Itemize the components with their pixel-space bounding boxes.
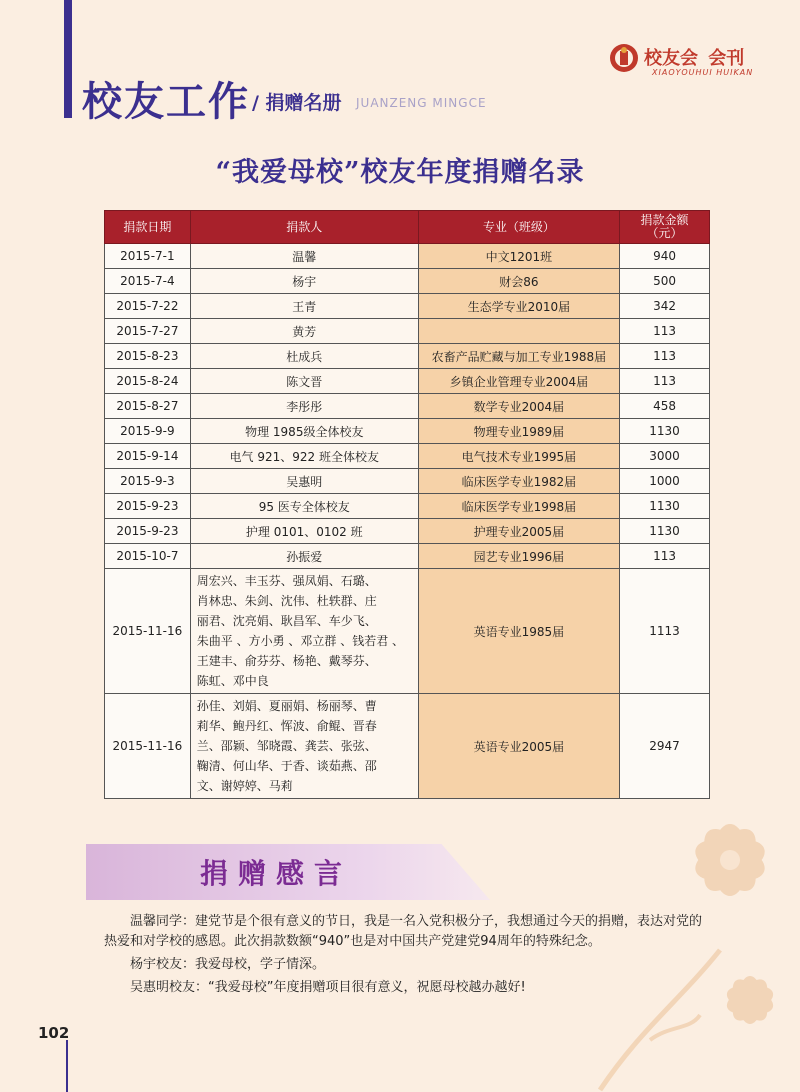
alumni-emblem-icon: [608, 42, 640, 74]
remark-item: 温馨同学：建党节是个很有意义的节日，我是一名入党积极分子，我想通过今天的捐赠，表达对党的热爱和对学校的感恩。此次捐款数额“940”也是对中国共产党建党94周年的特殊纪念。: [104, 914, 703, 949]
cell-date: 2015-11-16: [105, 694, 191, 799]
cell-donor: 95 医专全体校友: [190, 494, 418, 519]
table-row: [105, 419, 710, 444]
header-major: 专业（班级）: [418, 211, 619, 244]
donor-name-line: 王建丰、俞芬芬、杨艳、戴琴芬、: [196, 654, 377, 668]
cell-amount: 113: [620, 544, 710, 569]
cell-amount: 1000: [620, 469, 710, 494]
cell-donor: 杜成兵: [190, 344, 418, 369]
donor-name-line: 周宏兴、丰玉芬、强凤娟、石璐、: [196, 574, 377, 588]
cell-date: 2015-7-4: [105, 269, 191, 294]
cell-donor: 温馨: [190, 244, 418, 269]
cell-date: 2015-10-7: [105, 544, 191, 569]
cell-date: 2015-7-1: [105, 244, 191, 269]
cell-donor: 电气 921、922 班全体校友: [190, 444, 418, 469]
remarks-text: [104, 912, 714, 1001]
table-row: [105, 319, 710, 344]
cell-date: 2015-8-27: [105, 394, 191, 419]
cell-major: 物理专业1989届: [418, 419, 619, 444]
cell-date: 2015-8-23: [105, 344, 191, 369]
table-row-group: [105, 569, 710, 694]
cell-donor: 杨宇: [190, 269, 418, 294]
section-english: JUANZENG MINGCE: [356, 96, 487, 110]
donor-name-line: 鞠清、何山华、于香、谈茹燕、邵: [196, 759, 377, 773]
cell-major: 英语专业1985届: [418, 569, 619, 694]
cell-date: 2015-11-16: [105, 569, 191, 694]
cell-donor: 李彤彤: [190, 394, 418, 419]
cell-amount: 1130: [620, 419, 710, 444]
cell-donor: 黄芳: [190, 319, 418, 344]
donation-table: [104, 210, 710, 799]
table-row: [105, 269, 710, 294]
donor-name-line: 孙佳、刘娟、夏丽娟、杨丽琴、曹: [196, 699, 377, 713]
cell-major: 生态学专业2010届: [418, 294, 619, 319]
cell-amount: 1130: [620, 494, 710, 519]
left-accent-rule: [64, 0, 72, 118]
cell-major: 乡镇企业管理专业2004届: [418, 369, 619, 394]
cell-major: 园艺专业1996届: [418, 544, 619, 569]
remark-item: 吴惠明校友：“我爱母校”年度捐赠项目很有意义，祝愿母校越办越好!: [130, 980, 526, 995]
table-row: [105, 494, 710, 519]
cell-donor-list: [190, 694, 418, 799]
cell-date: 2015-9-3: [105, 469, 191, 494]
cell-donor: 王青: [190, 294, 418, 319]
remarks-heading: 捐赠感言: [200, 857, 353, 890]
cell-date: 2015-7-22: [105, 294, 191, 319]
logo-en: XIAOYOUHUI HUIKAN: [652, 68, 754, 77]
page-title: “我爱母校”校友年度捐赠名录: [215, 157, 585, 188]
donor-name-line: 陈虹、邓中良: [196, 674, 269, 688]
cell-major: [418, 319, 619, 344]
table-row: [105, 244, 710, 269]
cell-major: 电气技术专业1995届: [418, 444, 619, 469]
table-row: [105, 469, 710, 494]
cell-amount: 1113: [620, 569, 710, 694]
table-row: [105, 369, 710, 394]
donor-name-line: 丽君、沈亮娟、耿昌军、车少飞、: [196, 614, 377, 628]
cell-major: 英语专业2005届: [418, 694, 619, 799]
cell-major: 临床医学专业1982届: [418, 469, 619, 494]
cell-amount: 1130: [620, 519, 710, 544]
section-subtitle: / 捐赠名册: [252, 92, 342, 114]
donor-name-line: 兰、邵颖、邹晓霞、龚芸、张弦、: [196, 739, 377, 753]
remark-item: 杨宇校友：我爱母校，学子情深。: [130, 957, 326, 972]
table-row: [105, 519, 710, 544]
cell-amount: 500: [620, 269, 710, 294]
cell-amount: 113: [620, 319, 710, 344]
cell-major: 临床医学专业1998届: [418, 494, 619, 519]
donor-name-line: 莉华、鲍丹红、恽波、俞鲲、晋春: [196, 719, 377, 733]
cell-date: 2015-9-14: [105, 444, 191, 469]
table-header-row: [105, 211, 710, 244]
cell-date: 2015-8-24: [105, 369, 191, 394]
cell-date: 2015-9-9: [105, 419, 191, 444]
alumni-logo: [608, 40, 754, 84]
page-number: 102: [38, 1024, 70, 1042]
cell-major: 中文1201班: [418, 244, 619, 269]
donor-name-line: 肖林忠、朱剑、沈伟、杜轶群、庄: [196, 594, 377, 608]
cell-major: 农畜产品贮藏与加工专业1988届: [418, 344, 619, 369]
table-row: [105, 544, 710, 569]
table-row: [105, 294, 710, 319]
cell-major: 护理专业2005届: [418, 519, 619, 544]
cell-donor: 陈文晋: [190, 369, 418, 394]
donor-name-line: 朱曲平 、方小勇 、邓立群 、钱若君 、: [196, 634, 405, 648]
header-donor: 捐款人: [190, 211, 418, 244]
cell-amount: 2947: [620, 694, 710, 799]
table-row-group: [105, 694, 710, 799]
header-date: 捐款日期: [105, 211, 191, 244]
left-accent-rule-bottom: [66, 1040, 68, 1092]
section-title: 校友工作: [82, 79, 250, 125]
cell-amount: 940: [620, 244, 710, 269]
cell-donor-list: [190, 569, 418, 694]
cell-date: 2015-9-23: [105, 494, 191, 519]
donor-name-line: 文、谢婷婷、马莉: [196, 779, 293, 793]
cell-donor: 吴惠明: [190, 469, 418, 494]
cell-amount: 113: [620, 344, 710, 369]
logo-cn-name: [644, 44, 744, 70]
cell-donor: 物理 1985级全体校友: [190, 419, 418, 444]
cell-donor: 孙振爱: [190, 544, 418, 569]
table-row: [105, 444, 710, 469]
cell-donor: 护理 0101、0102 班: [190, 519, 418, 544]
logo-cn-suffix: 会刊: [708, 48, 745, 69]
cell-amount: 342: [620, 294, 710, 319]
cell-date: 2015-9-23: [105, 519, 191, 544]
cell-amount: 458: [620, 394, 710, 419]
cell-amount: 113: [620, 369, 710, 394]
logo-cn-main: 校友会: [644, 48, 698, 69]
table-row: [105, 394, 710, 419]
cell-date: 2015-7-27: [105, 319, 191, 344]
table-row: [105, 344, 710, 369]
cell-amount: 3000: [620, 444, 710, 469]
header-amount: 捐款金额（元）: [620, 211, 710, 244]
cell-major: 数学专业2004届: [418, 394, 619, 419]
cell-major: 财会86: [418, 269, 619, 294]
